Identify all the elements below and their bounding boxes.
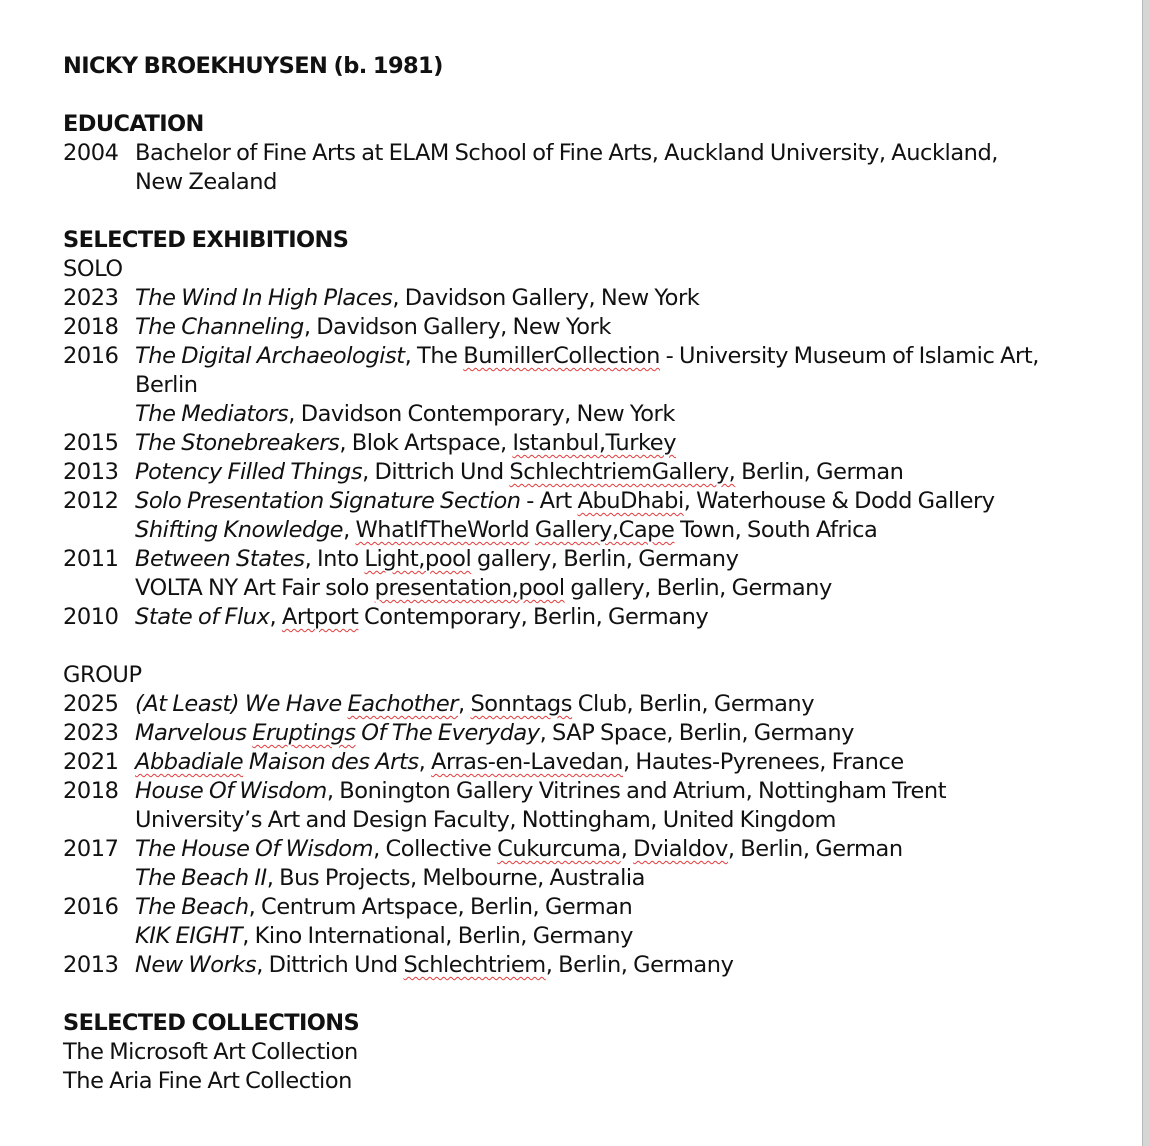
entry-year: 2013 <box>63 459 119 485</box>
entry-year: 2013 <box>63 952 119 978</box>
entry-venue: , Davidson Contemporary, New York <box>288 401 675 427</box>
spacer <box>63 632 1123 661</box>
spellcheck-word: Istanbul,Turkey <box>512 430 677 456</box>
entry-title: Potency Filled Things <box>135 459 363 485</box>
group-entry <box>63 922 1123 951</box>
entry-year: 2017 <box>63 836 119 862</box>
group-entry <box>63 951 1123 980</box>
solo-entry <box>63 429 1123 458</box>
solo-entry <box>63 400 1123 429</box>
entry-venue: , Bonington Gallery Vitrines and Atrium, Nottingham Trent <box>326 778 947 804</box>
collection-item: The Microsoft Art Collection <box>63 1039 358 1065</box>
entry-title: Of The Everyday <box>355 720 540 746</box>
entry-title: KIK EIGHT <box>135 923 243 949</box>
group-entry <box>63 864 1123 893</box>
entry-venue: , Into <box>304 546 365 572</box>
entry-title: State of Flux <box>135 604 270 630</box>
entry-year: 2021 <box>63 749 119 775</box>
entry-title: (At Least) We Have <box>135 691 348 717</box>
solo-entry <box>63 458 1123 487</box>
entry-venue: , Berlin, German <box>727 836 903 862</box>
entry-year: 2025 <box>63 691 119 717</box>
group-entry <box>63 777 1123 806</box>
spellcheck-word: BumillerCollection <box>463 343 660 369</box>
solo-entry <box>63 603 1123 632</box>
spellcheck-word: Gallery,Cape <box>534 517 675 543</box>
entry-year: 2018 <box>63 778 119 804</box>
entry-year: 2012 <box>63 488 119 514</box>
page-edge <box>1142 0 1150 1146</box>
group-entry <box>63 690 1123 719</box>
entry-venue: , Kino International, Berlin, Germany <box>242 923 633 949</box>
entry-venue: , <box>269 604 282 630</box>
solo-entry <box>63 342 1123 371</box>
spellcheck-word: Arras-en-Lavedan <box>431 749 623 775</box>
entry-year: 2016 <box>63 343 119 369</box>
entry-venue: , SAP Space, Berlin, Germany <box>539 720 855 746</box>
collection-item: The Aria Fine Art Collection <box>63 1068 352 1094</box>
group-label: GROUP <box>63 662 142 688</box>
entry-venue: VOLTA NY Art Fair solo <box>135 575 375 601</box>
solo-entry-continued <box>63 371 1123 400</box>
artist-heading: NICKY BROEKHUYSEN (b. 1981) <box>63 53 443 79</box>
entry-title: New Works <box>135 952 257 978</box>
entry-year: 2011 <box>63 546 119 572</box>
solo-entry <box>63 313 1123 342</box>
entry-title: The Mediators <box>135 401 289 427</box>
spacer <box>63 81 1123 110</box>
entry-title: Marvelous <box>135 720 253 746</box>
solo-entry <box>63 545 1123 574</box>
entry-title: Solo Presentation Signature Section <box>135 488 521 514</box>
group-entry-continued <box>63 806 1123 835</box>
spellcheck-word: Schlechtriem <box>403 952 546 978</box>
entry-year: 2015 <box>63 430 119 456</box>
entry-venue: gallery, Berlin, Germany <box>564 575 832 601</box>
entry-venue: Town, South Africa <box>674 517 878 543</box>
entry-year: 2023 <box>63 720 119 746</box>
entry-venue: , Davidson Gallery, New York <box>392 285 700 311</box>
exhibitions-heading: SELECTED EXHIBITIONS <box>63 227 349 253</box>
entry-title: Shifting Knowledge <box>135 517 344 543</box>
group-entry <box>63 719 1123 748</box>
solo-entry <box>63 487 1123 516</box>
entry-venue: , Bus Projects, Melbourne, Australia <box>266 865 646 891</box>
entry-year: 2010 <box>63 604 119 630</box>
solo-entry <box>63 574 1123 603</box>
entry-venue: Club, Berlin, Germany <box>572 691 815 717</box>
entry-venue: , <box>343 517 356 543</box>
entry-venue: , Centrum Artspace, Berlin, German <box>248 894 633 920</box>
entry-venue: Berlin, German <box>735 459 904 485</box>
solo-entry <box>63 516 1123 545</box>
spellcheck-word: Artport <box>281 604 359 630</box>
entry-year: 2018 <box>63 314 119 340</box>
entry-venue: , <box>620 836 634 862</box>
spacer <box>63 980 1123 1009</box>
education-heading: EDUCATION <box>63 111 204 137</box>
entry-venue: Contemporary, Berlin, Germany <box>358 604 709 630</box>
spellcheck-word: Abbadiale <box>135 749 244 775</box>
spellcheck-word: AbuDhabi <box>577 488 684 514</box>
entry-venue: University’s Art and Design Faculty, Nottingham, United Kingdom <box>135 807 836 833</box>
entry-title: The Stonebreakers <box>135 430 340 456</box>
entry-title: Between States <box>135 546 305 572</box>
entry-venue: , <box>418 749 432 775</box>
entry-venue: gallery, Berlin, Germany <box>471 546 739 572</box>
spellcheck-word: WhatIfTheWorld <box>355 517 530 543</box>
entry-title: House Of Wisdom <box>135 778 327 804</box>
spellcheck-word: presentation,pool <box>374 575 565 601</box>
entry-title: The House Of Wisdom <box>135 836 374 862</box>
group-entry <box>63 748 1123 777</box>
entry-title: The Channeling <box>135 314 304 340</box>
entry-venue: , Dittrich Und <box>256 952 404 978</box>
cv-text <box>63 52 1123 1096</box>
entry-venue: - Art <box>520 488 578 514</box>
group-entry <box>63 835 1123 864</box>
spellcheck-word: Cukurcuma <box>497 836 621 862</box>
entry-title: Maison des Arts <box>243 749 419 775</box>
entry-venue: , Collective <box>373 836 498 862</box>
entry-year: 2023 <box>63 285 119 311</box>
entry-venue: , Dittrich Und <box>362 459 510 485</box>
entry-venue: - University Museum of Islamic Art, <box>659 343 1039 369</box>
collections-heading: SELECTED COLLECTIONS <box>63 1010 360 1036</box>
spellcheck-word: Light,pool <box>364 546 472 572</box>
spellcheck-word: Sonntags <box>470 691 573 717</box>
spellcheck-word: SchlechtriemGallery, <box>509 459 736 485</box>
entry-text: New Zealand <box>135 169 277 195</box>
entry-text: Bachelor of Fine Arts at ELAM School of Fine Arts, Auckland University, Auckland, <box>135 140 999 166</box>
spacer <box>63 197 1123 226</box>
spellcheck-word: Eachother <box>347 691 459 717</box>
entry-venue: , Davidson Gallery, New York <box>303 314 611 340</box>
spellcheck-word: Eruptings <box>252 720 356 746</box>
education-entry-continued <box>63 168 1123 197</box>
entry-venue: , Blok Artspace, <box>339 430 513 456</box>
group-entry <box>63 893 1123 922</box>
entry-venue: , Waterhouse & Dodd Gallery <box>683 488 995 514</box>
entry-venue: , <box>458 691 471 717</box>
solo-entry <box>63 284 1123 313</box>
entry-year: 2004 <box>63 140 119 166</box>
entry-title: The Beach II <box>135 865 267 891</box>
entry-title: The Digital Archaeologist <box>135 343 405 369</box>
entry-title: The Beach <box>135 894 249 920</box>
entry-venue: Berlin <box>135 372 198 398</box>
education-entry <box>63 139 1123 168</box>
entry-year: 2016 <box>63 894 119 920</box>
spellcheck-word: Dvialdov <box>633 836 728 862</box>
entry-venue: , Hautes-Pyrenees, France <box>623 749 904 775</box>
solo-label: SOLO <box>63 256 123 282</box>
entry-venue: , Berlin, Germany <box>545 952 734 978</box>
entry-title: The Wind In High Places <box>135 285 393 311</box>
entry-venue: , The <box>404 343 464 369</box>
